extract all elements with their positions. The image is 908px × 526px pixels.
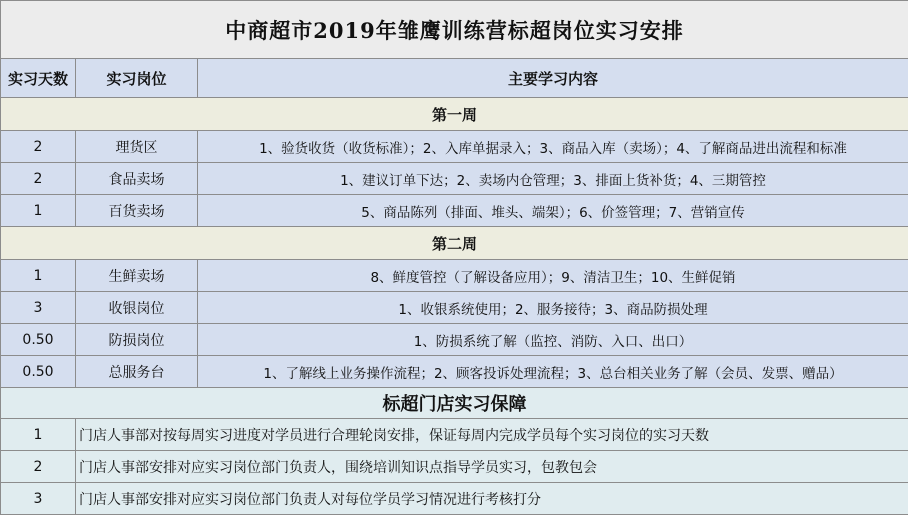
header-days: 实习天数: [1, 59, 76, 98]
content-cell: 8、鲜度管控（了解设备应用）；9、清洁卫生；10、生鲜促销: [198, 260, 908, 292]
week-row: [1, 98, 908, 131]
content-cell: 1、收银系统使用；2、服务接待；3、商品防损处理: [198, 292, 908, 324]
position-cell: 百货卖场: [76, 195, 198, 227]
week-label: 第二周: [1, 227, 908, 260]
position-cell: 防损岗位: [76, 324, 198, 356]
table-row: [1, 163, 908, 195]
header-content: 主要学习内容: [198, 59, 908, 98]
days-cell: 2: [1, 131, 76, 163]
days-cell: 0.50: [1, 324, 76, 356]
content-cell: 1、防损系统了解（监控、消防、入口、出口）: [198, 324, 908, 356]
guarantee-row: [1, 419, 908, 451]
header-row: [1, 59, 908, 98]
guarantee-row: [1, 483, 908, 515]
table-row: [1, 292, 908, 324]
guarantee-number: 2: [1, 451, 76, 483]
week-label: 第一周: [1, 98, 908, 131]
guarantee-row: [1, 451, 908, 483]
guarantee-text: 门店人事部对按每周实习进度对学员进行合理轮岗安排，保证每周内完成学员每个实习岗位的实习天数: [76, 419, 908, 451]
days-cell: 0.50: [1, 356, 76, 388]
position-cell: 总服务台: [76, 356, 198, 388]
position-cell: 生鲜卖场: [76, 260, 198, 292]
position-cell: 理货区: [76, 131, 198, 163]
table-row: [1, 195, 908, 227]
sheet-title: 中商超市2019年雏鹰训练营标超岗位实习安排: [1, 1, 908, 59]
content-cell: 1、建议订单下达；2、卖场内仓管理；3、排面上货补货；4、三期管控: [198, 163, 908, 195]
days-cell: 2: [1, 163, 76, 195]
position-cell: 收银岗位: [76, 292, 198, 324]
table-row: [1, 324, 908, 356]
guarantee-number: 1: [1, 419, 76, 451]
guarantee-number: 3: [1, 483, 76, 515]
week-row: [1, 227, 908, 260]
days-cell: 1: [1, 195, 76, 227]
guarantee-text: 门店人事部安排对应实习岗位部门负责人对每位学员学习情况进行考核打分: [76, 483, 908, 515]
days-cell: 1: [1, 260, 76, 292]
content-cell: 5、商品陈列（排面、堆头、端架）；6、价签管理；7、营销宣传: [198, 195, 908, 227]
content-cell: 1、验货收货（收货标准）；2、入库单据录入；3、商品入库（卖场）；4、了解商品进出流程和标准: [198, 131, 908, 163]
section-title-row: [1, 388, 908, 419]
content-cell: 1、了解线上业务操作流程；2、顾客投诉处理流程；3、总台相关业务了解（会员、发票、赠品）: [198, 356, 908, 388]
position-cell: 食品卖场: [76, 163, 198, 195]
header-position: 实习岗位: [76, 59, 198, 98]
table-row: [1, 260, 908, 292]
guarantee-text: 门店人事部安排对应实习岗位部门负责人，围绕培训知识点指导学员实习，包教包会: [76, 451, 908, 483]
table-row: [1, 356, 908, 388]
title-row: [1, 1, 908, 59]
table-row: [1, 131, 908, 163]
section-title: 标超门店实习保障: [1, 388, 908, 419]
days-cell: 3: [1, 292, 76, 324]
